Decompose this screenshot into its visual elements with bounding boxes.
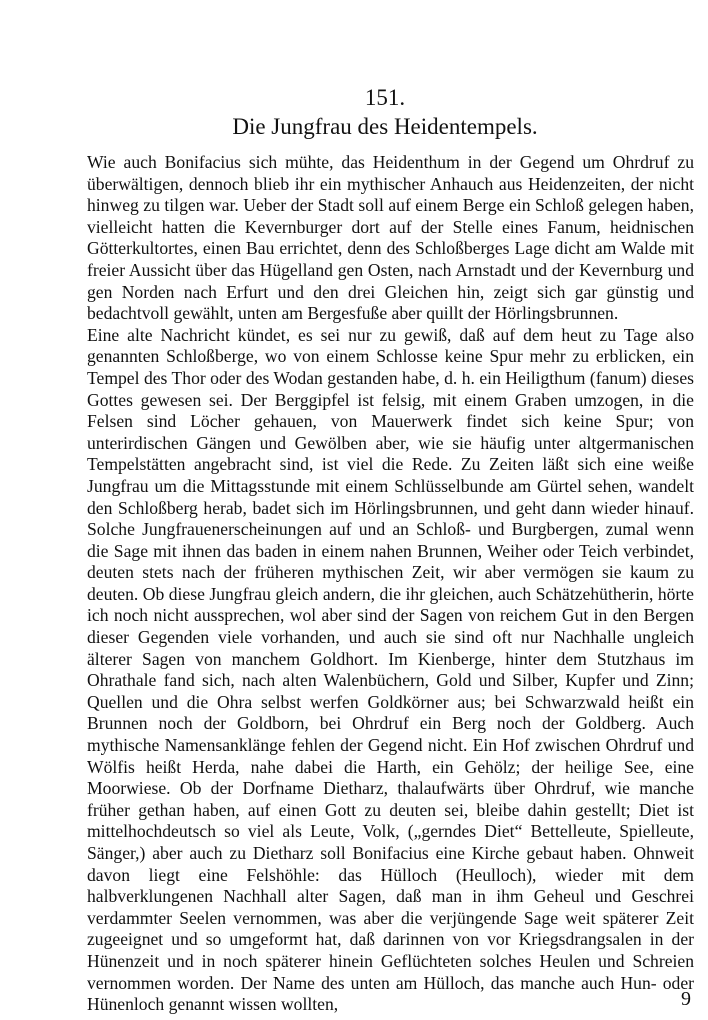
paragraph-1: Wie auch Bonifacius sich mühte, das Heidenthum in der Gegend um Ohrdruf zu überwältigen, dennoch blieb ihr ein mythischer Anhauch aus Heidenzeiten, der nicht hinweg zu tilgen war. Ueber der Stadt soll auf einem Berge ein Schloß gelegen haben, vielleicht hatten die Kevernburger dort auf der Stelle eines Fanum, heidnischen Götterkultortes, einen Bau errichtet, denn des Schloßberges Lage dicht am Walde mit freier Aussicht über das Hügelland gen Osten, nach Arnstadt und der Kevernburg und gen Norden nach Erfurt und den drei Gleichen hin, zeigt sich gar günstig und bedachtvoll gewählt, unten am Bergesfuße aber quillt der Hörlingsbrunnen. xyxy=(87,152,694,324)
story-number: 151. xyxy=(364,85,406,110)
page-number: 9 xyxy=(681,988,691,1010)
story-title: Die Jungfrau des Heidentempels. xyxy=(232,114,538,139)
story-body xyxy=(87,152,694,1016)
paragraph-2: Eine alte Nachricht kündet, es sei nur zu gewiß, daß auf dem heut zu Tage also genannten Schloßberge, wo von einem Schlosse keine Spur mehr zu erblicken, ein Tempel des Thor oder des Wodan gestanden habe, d. h. ein Heiligthum (fanum) dieses Gottes gewesen sei. Der Berggipfel ist felsig, mit einem Graben umzogen, in die Felsen sind Löcher gehauen, von Mauerwerk findet sich keine Spur; von unterirdischen Gängen und Gewölben aber, wie sie häufig unter altgermanischen Tempelstätten angebracht sind, ist viel die Rede. Zu Zeiten läßt sich eine weiße Jungfrau um die Mittagsstunde mit einem Schlüsselbunde am Gürtel sehen, wandelt den Schloßberg herab, badet sich im Hörlingsbrunnen, und geht dann wieder hinauf. Solche Jungfrauenerscheinungen auf und an Schloß- und Burgbergen, zumal wenn die Sage mit ihnen das baden in einem nahen Brunnen, Weiher oder Teich verbindet, deuten stets nach der früheren mythischen Zeit, wir aber vermögen sie kaum zu deuten. Ob diese Jungfrau gleich andern, die ihr gleichen, auch Schätzehütherin, hörte ich noch nicht aussprechen, wol aber sind der Sagen von reichem Gut in den Bergen dieser Gegenden viele vorhanden, und auch sie sind oft nur Nachhalle ungleich älterer Sagen von manchem Goldhort. Im Kienberge, hinter dem Stutzhaus im Ohrathale fand sich, nach alten Walenbüchern, Gold und Silber, Kupfer und Zinn; Quellen und die Ohra selbst werfen Goldkörner aus; bei Schwarzwald heißt ein Brunnen noch der Goldborn, bei Ohrdruf ein Berg noch der Goldberg. Auch mythische Namensanklänge fehlen der Gegend nicht. Ein Hof zwischen Ohrdruf und Wölfis heißt Herda, nahe dabei die Harth, ein Gehölz; der heilige See, eine Moorwiese. Ob der Dorfname Dietharz, thalaufwärts über Ohrdruf, wie manche früher gethan haben, auf einen Gott zu deuten sei, bleibe dahin gestellt; Diet ist mittelhochdeutsch so viel als Leute, Volk, („gerndes Diet“ Bettelleute, Spielleute, Sänger,) aber auch zu Dietharz soll Bonifacius eine Kirche gebaut haben. Ohnweit davon liegt eine Felshöhle: das Hülloch (Heulloch), wieder mit dem halbverklungenen Nachhall alter Sagen, daß man in ihm Geheul und Geschrei verdammter Seelen vernommen, was aber die verjüngende Sage weit späterer Zeit zugeeignet und so umgeformt hat, daß darinnen von vor Kriegsdrangsalen in der Hünenzeit und in noch späterer hinein Geflüchteten solches Heulen und Schreien vernommen worden. Der Name des unten am Hülloch, das manche auch Hun- oder Hünenloch genannt wissen wollten, xyxy=(87,324,694,1015)
